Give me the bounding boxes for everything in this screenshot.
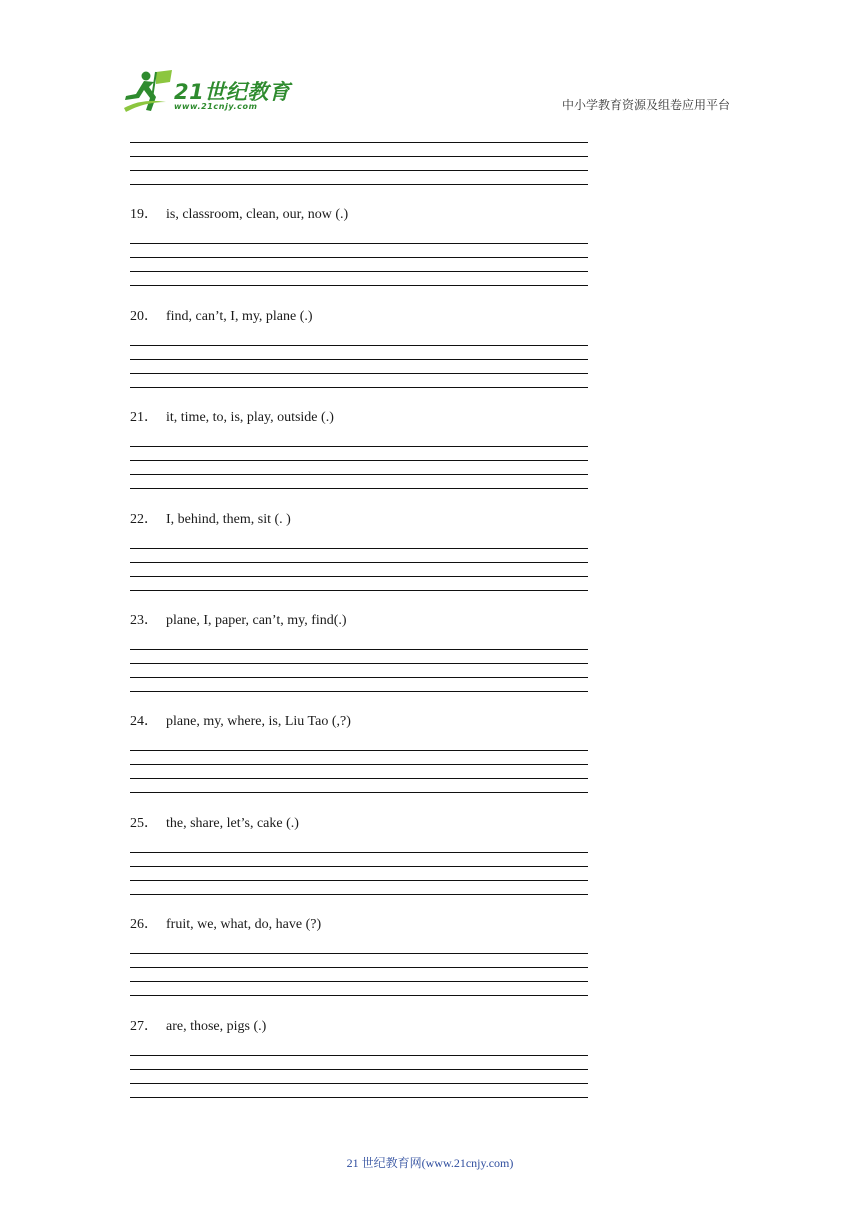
answer-lines-27[interactable] (130, 1055, 588, 1101)
logo-url: www.21cnjy.com (174, 102, 258, 111)
platform-title: 中小学教育资源及组卷应用平台 (561, 98, 730, 112)
question-text: fruit, we, what, do, have (?) (166, 917, 322, 932)
question-number: 22． (130, 512, 158, 527)
question-number: 19． (130, 207, 158, 222)
answer-lines-19[interactable] (130, 243, 588, 289)
question-text: are, those, pigs (.) (166, 1019, 267, 1034)
question-number: 21． (130, 410, 158, 425)
running-figure-icon (122, 68, 174, 116)
question-20 (130, 308, 313, 326)
answer-lines-25[interactable] (130, 852, 588, 898)
question-number: 27． (130, 1019, 158, 1034)
question-text: plane, I, paper, can’t, my, find(.) (166, 613, 347, 628)
question-text: find, can’t, I, my, plane (.) (166, 309, 313, 324)
question-25 (130, 815, 299, 833)
question-number: 24． (130, 714, 158, 729)
question-24 (130, 713, 351, 731)
question-23 (130, 612, 347, 630)
answer-lines-21[interactable] (130, 446, 588, 492)
answer-lines-26[interactable] (130, 953, 588, 999)
answer-lines-20[interactable] (130, 345, 588, 391)
question-22 (130, 511, 291, 529)
question-text: it, time, to, is, play, outside (.) (166, 410, 334, 425)
question-27 (130, 1018, 266, 1036)
logo-name: 21世纪教育 (174, 80, 291, 104)
question-number: 23． (130, 613, 158, 628)
question-21 (130, 409, 334, 427)
answer-lines-22[interactable] (130, 548, 588, 594)
question-number: 20． (130, 309, 158, 324)
question-text: is, classroom, clean, our, now (.) (166, 207, 349, 222)
question-text: plane, my, where, is, Liu Tao (,?) (166, 714, 351, 729)
answer-lines-24[interactable] (130, 750, 588, 796)
question-number: 25． (130, 816, 158, 831)
footer-link[interactable]: 21 世纪教育网(www.21cnjy.com) (346, 1156, 514, 1170)
question-text: I, behind, them, sit (. ) (166, 512, 291, 527)
logo (122, 68, 292, 116)
question-number: 26． (130, 917, 158, 932)
answer-lines-23[interactable] (130, 649, 588, 695)
question-text: the, share, let’s, cake (.) (166, 816, 299, 831)
question-19 (130, 206, 348, 224)
answer-lines (130, 142, 588, 188)
question-26 (130, 916, 321, 934)
